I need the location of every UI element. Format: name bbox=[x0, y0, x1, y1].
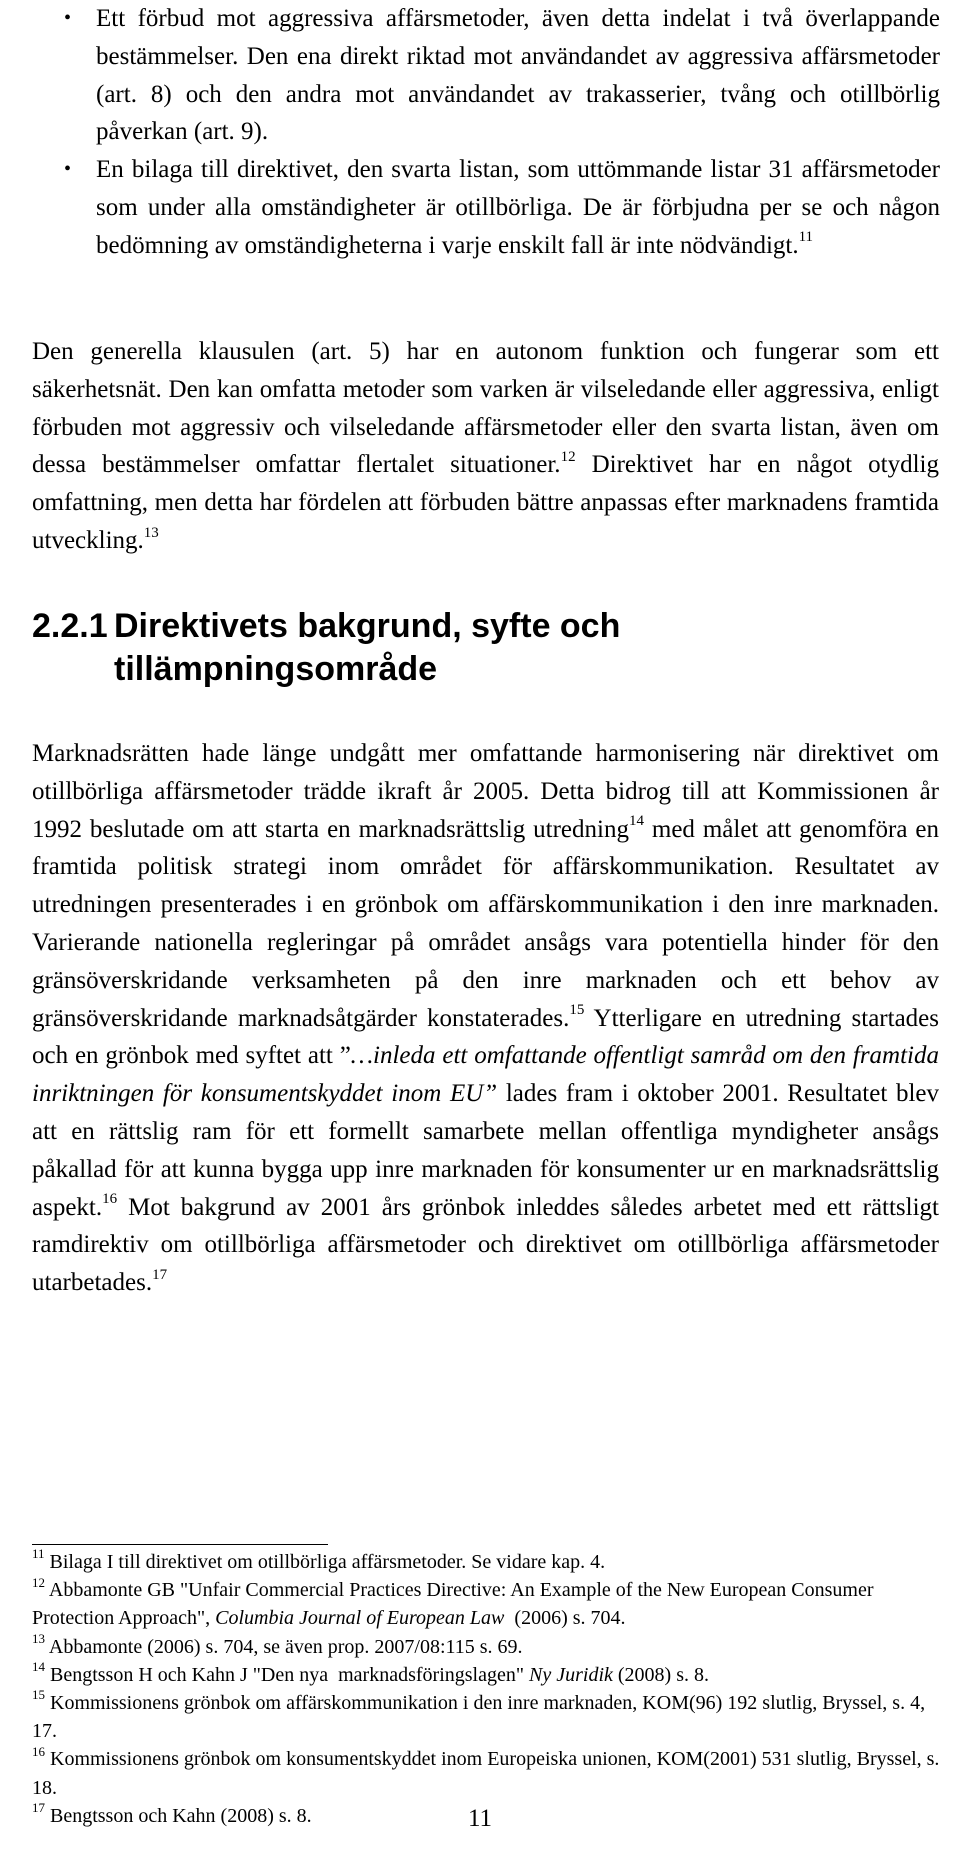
bullet-list bbox=[64, 0, 940, 265]
footnote bbox=[32, 1548, 942, 1576]
footnote-ref[interactable]: 12 bbox=[560, 449, 576, 466]
footnote-ref[interactable]: 14 bbox=[628, 813, 644, 830]
footnote bbox=[32, 1689, 942, 1745]
footnote-number: 14 bbox=[32, 1659, 45, 1675]
bullet-item bbox=[64, 151, 940, 264]
section-title-line2: tillämpningsområde bbox=[114, 650, 438, 688]
footnote-ref[interactable]: 15 bbox=[569, 1002, 585, 1019]
paragraph-text: Ytterligare en utredning startades och en grönbok med syftet att ” bbox=[32, 1004, 939, 1070]
footnote bbox=[32, 1745, 942, 1801]
footnote-text: Abbamonte GB "Unfair Commercial Practices Directive: An Example of the New European Consumer Protection Approach", bbox=[32, 1579, 874, 1630]
footnote-ref[interactable]: 13 bbox=[143, 524, 159, 541]
paragraph-text: Mot bakgrund av 2001 års grönbok inleddes således arbetet med ett rättsligt ramdirektiv om otillbörliga affärsmetoder och direktivet om otillbörliga affärsmetoder utarbetades. bbox=[32, 1193, 939, 1297]
footnote-ref[interactable]: 16 bbox=[102, 1191, 118, 1208]
paragraph-general-clause bbox=[32, 333, 939, 560]
footnote-text: (2006) s. 704. bbox=[504, 1607, 626, 1630]
paragraph-text: Den generella klausulen (art. 5) har en autonom funktion och fungerar som ett säkerhetsnät. Den kan omfatta metoder som varken är vilseledande eller aggressiva, enligt förbuden mot aggressiv och vilseledande affärsmetoder eller den svarta listan, även om dessa bestämmelser omfattar flertalet situationer. bbox=[32, 338, 939, 479]
bullet-text: Ett förbud mot aggressiva affärsmetoder, även detta indelat i två överlappande bestämmelser. Den ena direkt riktad mot användandet av aggressiva affärsmetoder (art. 8) och den andra mot användandet av trakasserier, tvång och otillbörlig påverkan (art. 9). bbox=[96, 5, 940, 146]
bullet-item bbox=[64, 0, 940, 151]
paragraph-background bbox=[32, 735, 939, 1302]
paragraph-text: Marknadsrätten hade länge undgått mer omfattande harmonisering när direktivet om otillbörliga affärsmetoder trädde ikraft år 2005. Detta bidrog till att Kommissionen år 1992 beslutade om att starta en marknadsrättslig utredning bbox=[32, 740, 939, 843]
footnote-list bbox=[32, 1548, 942, 1830]
footnote-text: Kommissionens grönbok om konsumentskyddet inom Europeiska unionen, KOM(2001) 531 slutlig, Bryssel, s. 18. bbox=[32, 1748, 940, 1799]
section-title-line1: Direktivets bakgrund, syfte och bbox=[114, 607, 621, 645]
footnote-ref[interactable]: 17 bbox=[152, 1266, 168, 1283]
footnote-number: 12 bbox=[32, 1574, 45, 1590]
page-number: 11 bbox=[467, 1805, 493, 1832]
footnote bbox=[32, 1630, 942, 1661]
section-heading bbox=[32, 605, 892, 691]
footnote-number: 13 bbox=[32, 1630, 45, 1646]
footnote-ref[interactable]: 11 bbox=[798, 229, 814, 246]
footnote-divider bbox=[32, 1544, 328, 1545]
footnote-number: 16 bbox=[32, 1743, 45, 1759]
footnote-text: Abbamonte (2006) s. 704, se även prop. 2007/08:115 s. 69. bbox=[48, 1635, 523, 1658]
quoted-text: …inleda ett omfattande offentligt samråd om den framtida inriktningen för konsumentskyddet inom EU” bbox=[32, 1042, 940, 1108]
footnote-journal: Columbia Journal of European Law bbox=[215, 1607, 505, 1630]
bullet-icon: • bbox=[64, 158, 72, 181]
footnote-number: 11 bbox=[32, 1546, 45, 1562]
paragraph-text: lades fram i oktober 2001. Resultatet blev att en rättslig ram för ett formellt samarbete mellan offentliga myndigheter ansågs påkallad för att kunna bygga upp inre marknaden för konsumenter ur en marknadsrättslig aspekt. bbox=[32, 1080, 939, 1221]
footnote-text: Bengtsson och Kahn (2008) s. 8. bbox=[50, 1804, 312, 1827]
paragraph-text: med målet att genomföra en framtida politisk strategi inom området för affärskommunikation. Resultatet av utredningen presenterades i en grönbok om affärskommunikation i den inre marknaden. Varierande nationella regleringar på området ansågs vara potentiella hinder för den gränsöverskridande verksamheten på den inre marknaden och ett behov av gränsöverskridande marknadsåtgärder konstaterades. bbox=[32, 815, 939, 1032]
footnote-text: (2008) s. 8. bbox=[612, 1663, 709, 1686]
footnote-text: Kommissionens grönbok om affärskommunikation i den inre marknaden, KOM(96) 192 slutlig, Bryssel, s. 4, 17. bbox=[32, 1692, 926, 1743]
footnote-text: Bilaga I till direktivet om otillbörliga affärsmetoder. Se vidare kap. 4. bbox=[49, 1551, 606, 1573]
paragraph-text: Direktivet har en något otydlig omfattning, men detta har fördelen att förbuden bättre anpassas efter marknadens framtida utveckling. bbox=[32, 451, 939, 554]
footnote-journal: Ny Juridik bbox=[529, 1663, 613, 1686]
footnote-number: 15 bbox=[32, 1687, 45, 1703]
footnote-text: Bengtsson H och Kahn J "Den nya marknadsföringslagen" bbox=[50, 1663, 530, 1686]
footnote bbox=[32, 1576, 942, 1632]
bullet-text: En bilaga till direktivet, den svarta listan, som uttömmande listar 31 affärsmetoder som under alla omständigheter är otillbörliga. De är förbjudna per se och någon bedömning av omständigheterna i varje enskilt fall är inte nödvändigt. bbox=[96, 156, 940, 259]
section-number: 2.2.1 bbox=[32, 607, 108, 645]
bullet-icon: • bbox=[64, 7, 72, 29]
footnote-number: 17 bbox=[32, 1800, 45, 1816]
footnote bbox=[32, 1661, 942, 1689]
